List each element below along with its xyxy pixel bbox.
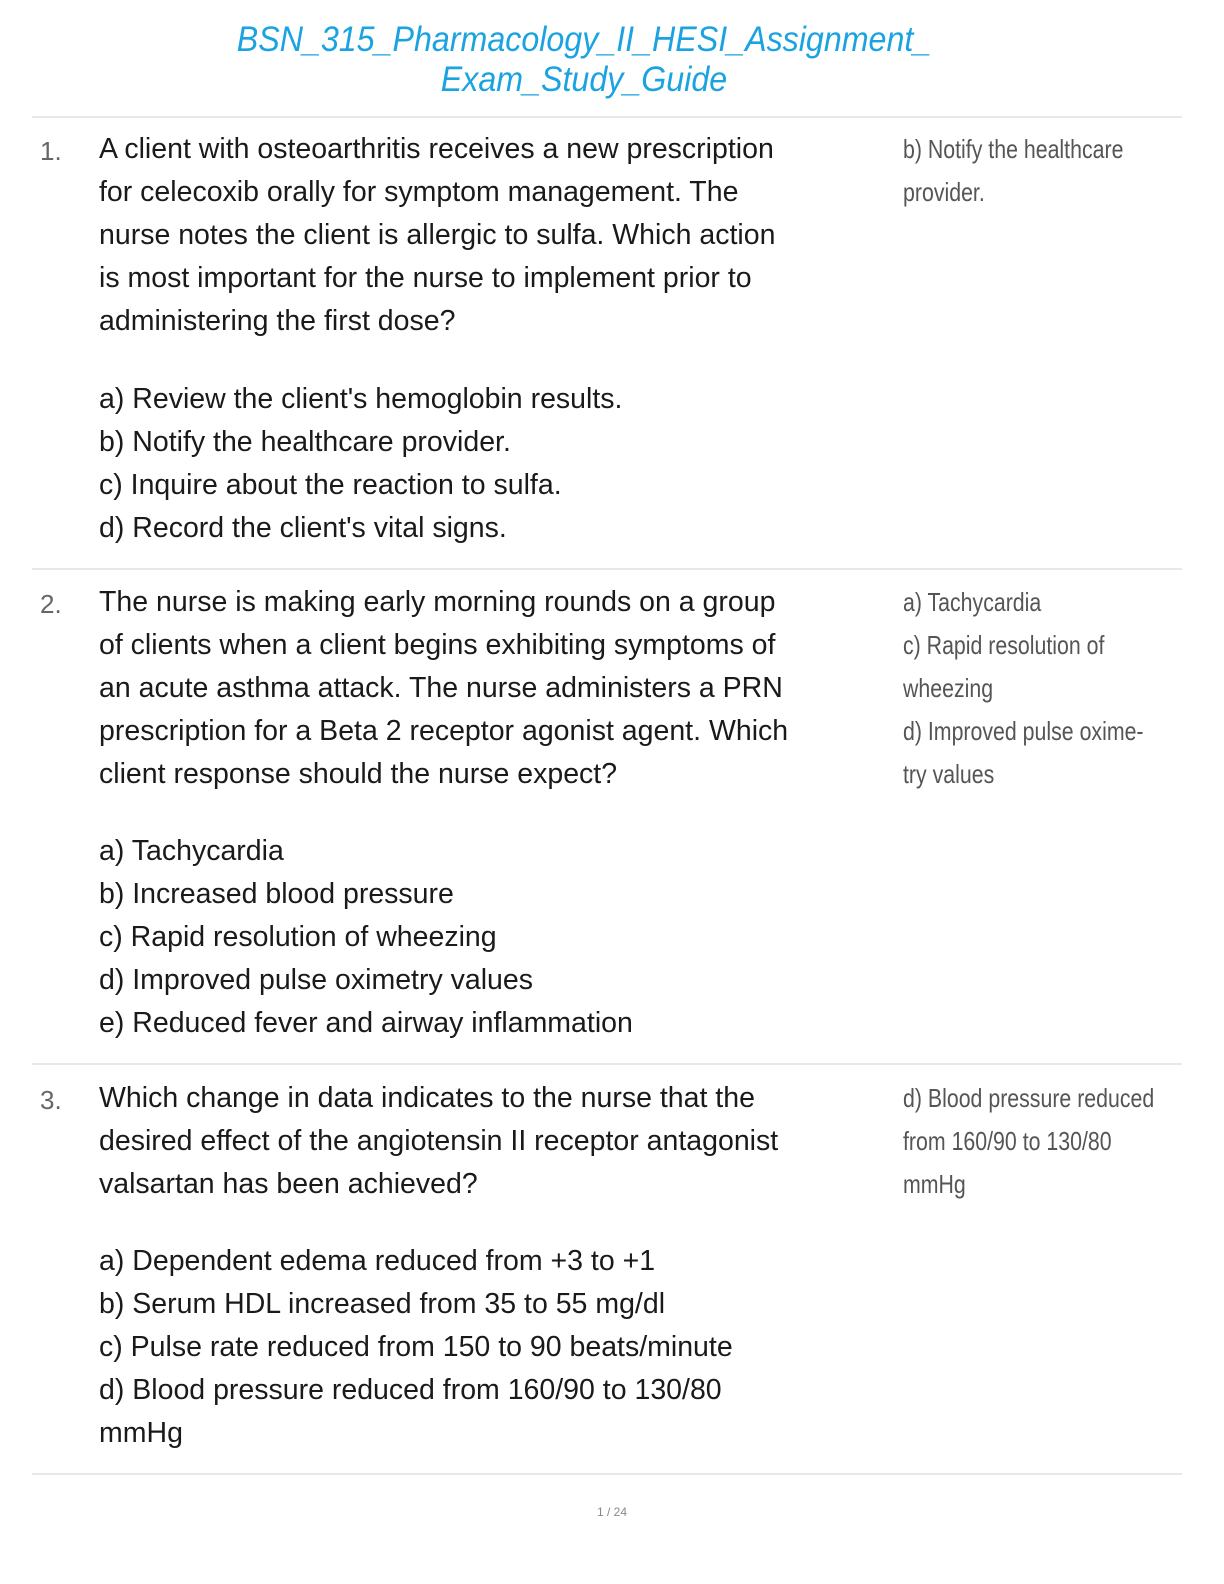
- question-number: 3.: [40, 1085, 62, 1115]
- option: b) Serum HDL increased from 35 to 55 mg/dl: [99, 1288, 666, 1320]
- text-line: an acute asthma attack. The nurse administers a PRN: [99, 672, 783, 704]
- answer-line: mmHg: [903, 1169, 966, 1199]
- option: b) Increased blood pressure: [99, 878, 454, 910]
- options-list: [99, 1240, 733, 1455]
- answer-line: a) Tachycardia: [903, 587, 1042, 617]
- option: d) Record the client's vital signs.: [99, 512, 507, 544]
- options-list: [99, 830, 633, 1045]
- option: a) Tachycardia: [99, 835, 284, 867]
- title-line: BSN_315_Pharmacology_II_HESI_Assignment_: [236, 20, 932, 59]
- answer-line: c) Rapid resolution of: [903, 630, 1105, 660]
- option: e) Reduced fever and airway inflammation: [99, 1007, 633, 1039]
- answer-line: b) Notify the healthcare: [903, 134, 1124, 164]
- text-line: for celecoxib orally for symptom management. The: [99, 176, 739, 208]
- divider: [32, 116, 1182, 118]
- text-line: valsartan has been achieved?: [99, 1168, 478, 1200]
- text-line: The nurse is making early morning rounds on a group: [99, 586, 776, 618]
- answer: [903, 1077, 1209, 1206]
- answer-line: try values: [903, 759, 995, 789]
- title-line: Exam_Study_Guide: [440, 60, 728, 99]
- option: d) Blood pressure reduced from 160/90 to 130/80: [99, 1374, 722, 1406]
- answer: [903, 581, 1196, 796]
- question-text: [99, 128, 899, 343]
- option: a) Dependent edema reduced from +3 to +1: [99, 1245, 656, 1277]
- answer-line: from 160/90 to 130/80: [903, 1126, 1112, 1156]
- options-list: [99, 378, 622, 550]
- answer-line: d) Improved pulse oxime-: [903, 716, 1144, 746]
- text-line: Which change in data indicates to the nurse that the: [99, 1082, 755, 1114]
- text-line: is most important for the nurse to implement prior to: [99, 262, 752, 294]
- question-text: [99, 581, 899, 796]
- divider: [32, 568, 1182, 570]
- option: b) Notify the healthcare provider.: [99, 426, 511, 458]
- option: mmHg: [99, 1417, 183, 1449]
- text-line: desired effect of the angiotensin II receptor antagonist: [99, 1125, 779, 1157]
- text-line: prescription for a Beta 2 receptor agonist agent. Which: [99, 715, 789, 747]
- option: d) Improved pulse oximetry values: [99, 964, 534, 996]
- answer-line: wheezing: [903, 673, 994, 703]
- option: c) Pulse rate reduced from 150 to 90 beats/minute: [99, 1331, 733, 1363]
- question-number: 2.: [40, 589, 62, 619]
- answer: [903, 128, 1172, 214]
- document-title: [0, 20, 1224, 100]
- answer-line: provider.: [903, 177, 985, 207]
- question-number: 1.: [40, 136, 62, 166]
- question-text: [99, 1077, 899, 1206]
- text-line: A client with osteoarthritis receives a new prescription: [99, 133, 774, 165]
- text-line: administering the first dose?: [99, 305, 456, 337]
- answer-line: d) Blood pressure reduced: [903, 1083, 1155, 1113]
- option: c) Inquire about the reaction to sulfa.: [99, 469, 562, 501]
- text-line: nurse notes the client is allergic to sulfa. Which action: [99, 219, 776, 251]
- text-line: client response should the nurse expect?: [99, 758, 618, 790]
- page-number: 1 / 24: [596, 1505, 628, 1519]
- divider: [32, 1063, 1182, 1065]
- option: c) Rapid resolution of wheezing: [99, 921, 497, 953]
- divider: [32, 1473, 1182, 1475]
- text-line: of clients when a client begins exhibiting symptoms of: [99, 629, 776, 661]
- option: a) Review the client's hemoglobin results.: [99, 383, 623, 415]
